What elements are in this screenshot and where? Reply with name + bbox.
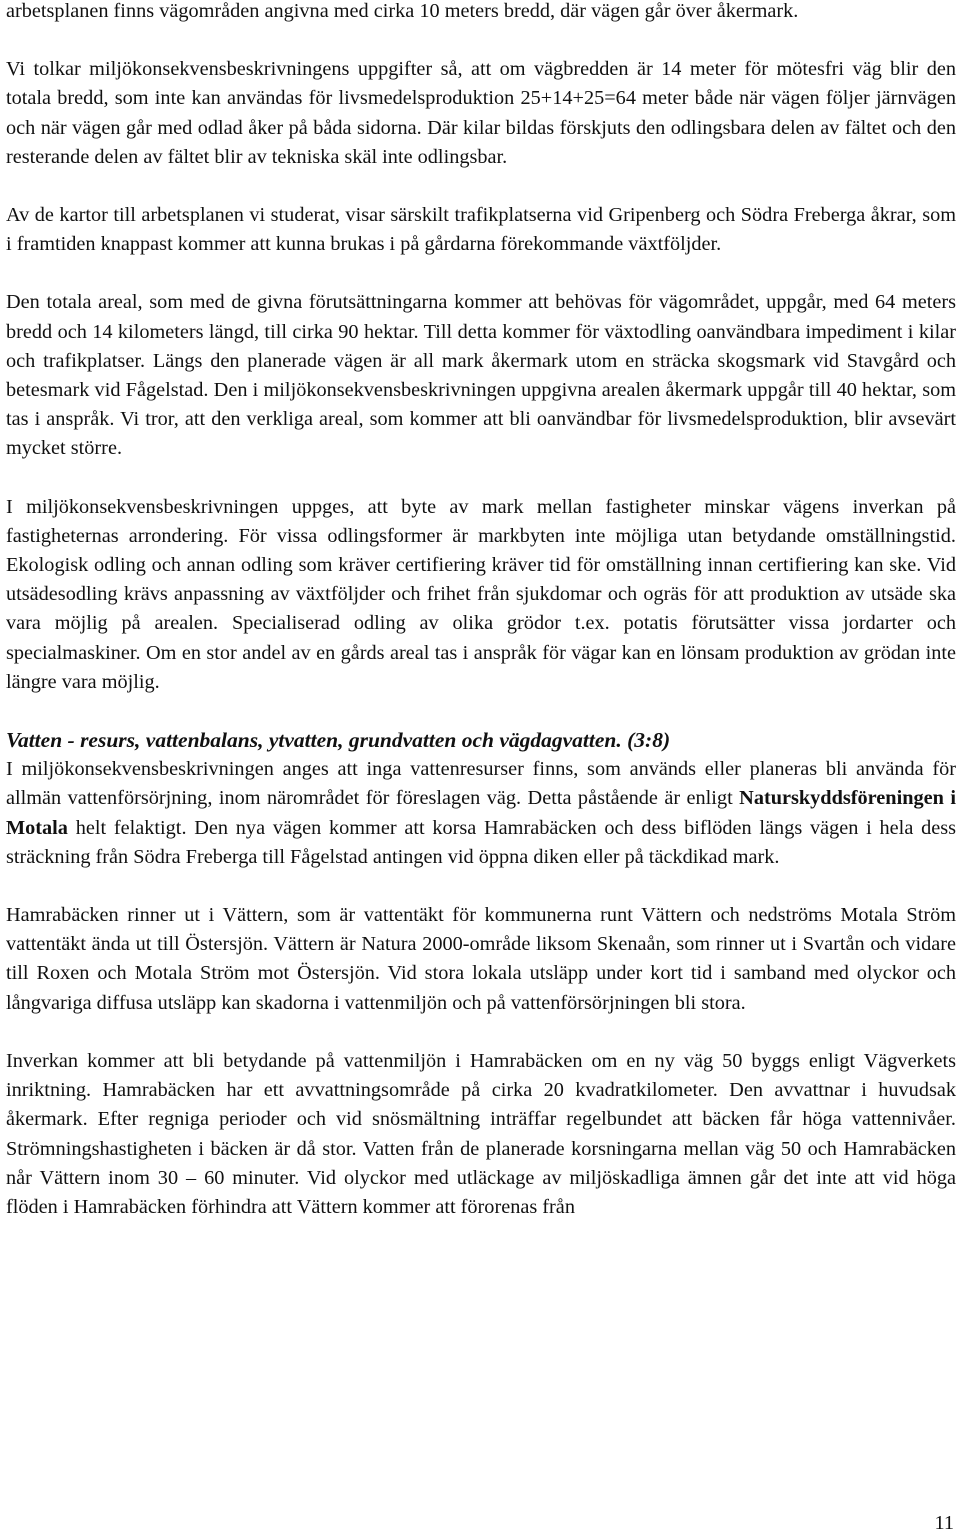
paragraph-arbetsplanen: arbetsplanen finns vägområden angivna med cirka 10 meters bredd, där vägen går över åkermark. xyxy=(6,0,799,22)
paragraph-inverkan: Inverkan kommer att bli betydande på vattenmiljön i Hamrabäcken om en ny väg 50 byggs enligt Vägverkets inriktning. Hamrabäcken har ett avvattningsområde på cirka 20 kvadratkilometer. Den avvattnar i huvudsak åkermark. Efter regniga perioder och vid snösmältning inträffar regelbundet att bäcken får höga vattennivåer. Strömningshastigheten i bäcken är då stor. Vatten från de planerade korsningarna mellan väg 50 och Hamrabäcken når Vättern inom 30 – 60 minuter. Vid olyckor med utläckage av miljöskadliga ämnen går det inte att vid höga flöden i Hamrabäcken förhindra att Vättern kommer att förorenas från xyxy=(6,1049,956,1218)
paragraph-markbyte: I miljökonsekvensbeskrivningen uppges, att byte av mark mellan fastigheter minskar vägens inverkan på fastigheternas arrondering. För vissa odlingsformer är markbyten inte möjliga utan betydande omställningstid. Ekologisk odling och annan odling som kräver certifiering kräver tid för omställning innan certifiering kan ske. Vid utsädesodling krävs anpassning av växtföljder och frihet från sjukdomar och ogräs för att produktion av utsäde ska vara möjlig på arealen. Specialiserad odling av olika grödor t.ex. potatis förutsätter vissa jordarter och specialmaskiner. Om en stor andel av en gårds areal tas i anspråk för vägar kan en lönsam produktion av grödan inte längre vara möjlig. xyxy=(6,495,956,693)
paragraph-spacer xyxy=(6,697,956,726)
section-heading-ref: (3:8) xyxy=(627,728,671,753)
organization-name: Naturskyddsföreningen i Motala xyxy=(6,787,956,839)
paragraph-hamrabacken: Hamrabäcken rinner ut i Vättern, som är vattentäkt för kommunerna runt Vättern och nedströms Motala Ström vattentäkt ända ut till Östersjön. Vättern är Natura 2000-område liksom Skenaån, som rinner ut i Svartån och vidare till Roxen och Motala Ström mot Östersjön. Vid stora lokala utsläpp under kort tid i samband med olyckor och långvariga diffusa utsläpp kan skadorna i vattenmiljön och på vattenförsörjningen bli stora. xyxy=(6,904,956,1014)
page-number: 11 xyxy=(934,1512,954,1534)
section-heading xyxy=(6,726,956,755)
paragraph-spacer xyxy=(6,1018,956,1047)
document-page xyxy=(6,0,956,1222)
paragraph-spacer xyxy=(6,464,956,493)
paragraph-spacer xyxy=(6,872,956,901)
paragraph-areal: Den totala areal, som med de givna förutsättningarna kommer att behövas för vägområdet, uppgår, med 64 meters bredd och 14 kilometers längd, till cirka 90 hektar. Till detta kommer för växtodling oanvändbara impediment i kilar och trafikplatser. Längs den planerade vägen är all mark åkermark utom en sträcka skogsmark vid Stavgård och betesmark vid Fågelstad. Den i miljökonsekvensbeskrivningen uppgivna arealen åkermark uppgår till 40 hektar, som tas i anspråk. Vi tror, att den verkliga areal, som kommer att bli oanvändbar för livsmedelsproduktion, blir avsevärt mycket större. xyxy=(6,291,956,460)
paragraph-kartor: Av de kartor till arbetsplanen vi studerat, visar särskilt trafikplatserna vid Gripenberg och Södra Freberga åkrar, som i framtiden knappast kommer att kunna brukas i på gårdarna förekommande växtföljder. xyxy=(6,204,956,256)
paragraph-spacer xyxy=(6,259,956,288)
paragraph-spacer xyxy=(6,172,956,201)
paragraph-vagbredd: Vi tolkar miljökonsekvensbeskrivningens uppgifter så, att om vägbredden är 14 meter för mötesfri väg blir den totala bredd, som inte kan användas för livsmedelsproduktion 25+14+25=64 meter både när vägen följer järnvägen och när vägen går med odlad åker på båda sidorna. Där kilar bildas förskjuts den odlingsbara delen av fältet och den resterande delen av fältet blir av tekniska skäl inte odlingsbar. xyxy=(6,58,956,168)
paragraph-vattenresurser-part2: helt felaktigt. Den nya vägen kommer att korsa Hamrabäcken och dess biflöden längs vägen i hela dess sträckning från Södra Freberga till Fågelstad antingen vid öppna diken eller på täckdikad mark. xyxy=(6,816,956,868)
section-heading-title: Vatten - resurs, vattenbalans, ytvatten, grundvatten och vägdagvatten. xyxy=(6,728,622,753)
paragraph-vattenresurser-part1: I miljökonsekvensbeskrivningen anges att inga vattenresurser finns, som används eller planeras bli använda för allmän vattenförsörjning, inom närområdet för föreslagen väg. Detta påstående är enligt xyxy=(6,758,956,810)
paragraph-vattenresurser xyxy=(6,755,956,872)
paragraph-spacer xyxy=(6,26,956,55)
